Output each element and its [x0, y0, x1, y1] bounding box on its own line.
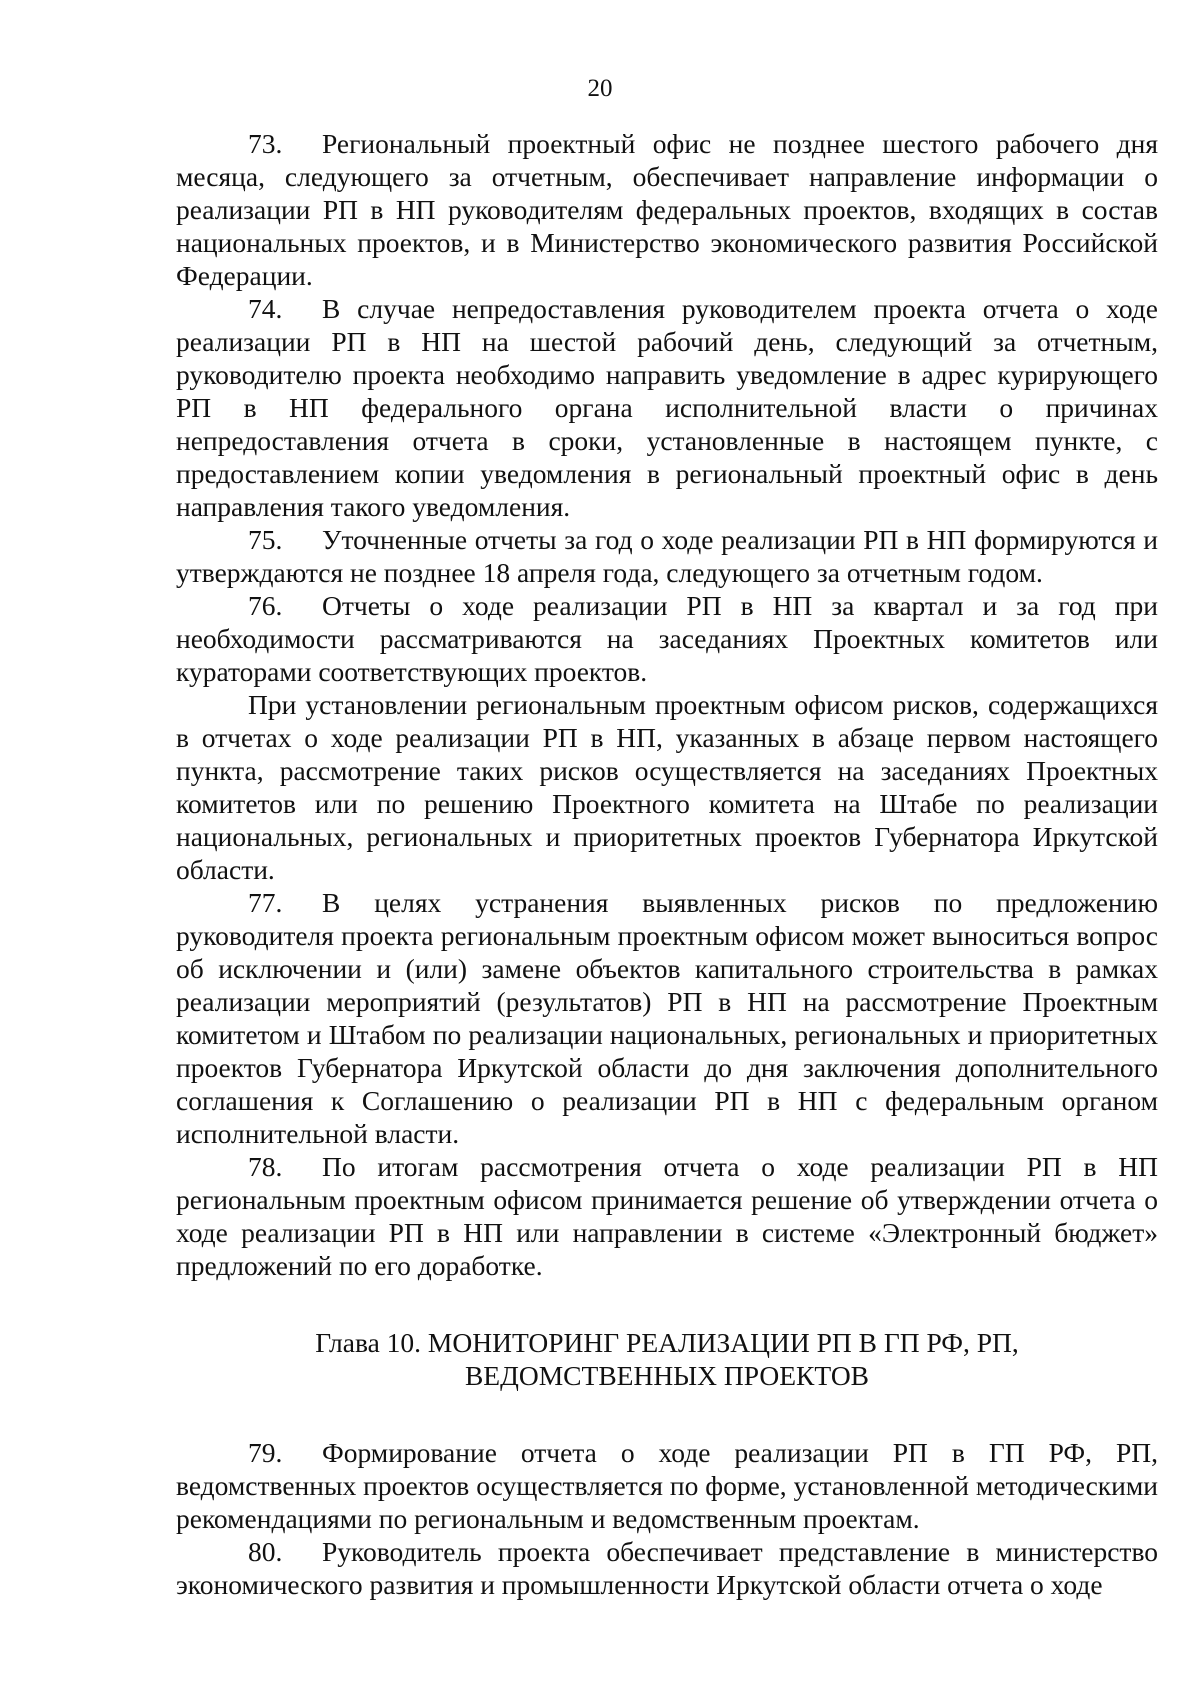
paragraph-text: Уточненные отчеты за год о ходе реализации РП в НП формируются и утверждаются не позднее 18 апреля года, следующего за отчетным годом. [176, 524, 1158, 588]
paragraph-number: 77. [248, 887, 283, 918]
paragraph-73 [176, 127, 1158, 292]
paragraph-77 [176, 886, 1158, 1150]
document-body [176, 127, 1158, 1601]
paragraph-74 [176, 292, 1158, 523]
paragraph-76-continued [176, 688, 1158, 886]
paragraph-text: Региональный проектный офис не позднее шестого рабочего дня месяца, следующего за отчетным, обеспечивает направление информации о реализации РП в НП руководителям федеральных проектов, входящих в состав национальных проектов, и в Министерство экономического развития Российской Федерации. [176, 128, 1158, 291]
paragraph-text: При установлении региональным проектным офисом рисков, содержащихся в отчетах о ходе реализации РП в НП, указанных в абзаце первом настоящего пункта, рассмотрение таких рисков осуществляется на заседаниях Проектных комитетов или по решению Проектного комитета на Штабе по реализации национальных, региональных и приоритетных проектов Губернатора Иркутской области. [176, 689, 1158, 885]
chapter-heading-line-1: Глава 10. МОНИТОРИНГ РЕАЛИЗАЦИИ РП В ГП РФ, РП, [315, 1327, 1019, 1358]
paragraph-79 [176, 1436, 1158, 1535]
paragraph-number: 79. [248, 1437, 283, 1468]
paragraph-number: 80. [248, 1536, 283, 1567]
paragraph-number: 75. [248, 524, 283, 555]
chapter-heading-line-2: ВЕДОМСТВЕННЫХ ПРОЕКТОВ [464, 1360, 870, 1391]
paragraph-text: В случае непредоставления руководителем проекта отчета о ходе реализации РП в НП на шестой рабочий день, следующий за отчетным, руководителю проекта необходимо направить уведомление в адрес курирующего РП в НП федерального органа исполнительной власти о причинах непредоставления отчета в сроки, установленные в настоящем пункте, с предоставлением копии уведомления в региональный проектный офис в день направления такого уведомления. [176, 293, 1158, 522]
paragraph-number: 78. [248, 1151, 283, 1182]
paragraph-78 [176, 1150, 1158, 1282]
paragraph-number: 73. [248, 128, 283, 159]
page-number: 20 [587, 75, 613, 102]
chapter-heading [176, 1326, 1158, 1392]
paragraph-80 [176, 1535, 1158, 1601]
paragraph-number: 76. [248, 590, 283, 621]
paragraph-text: Формирование отчета о ходе реализации РП в ГП РФ, РП, ведомственных проектов осуществляется по форме, установленной методическими рекомендациями по региональным и ведомственным проектам. [176, 1437, 1158, 1534]
paragraph-text: Руководитель проекта обеспечивает представление в министерство экономического развития и промышленности Иркутской области отчета о ходе [176, 1536, 1158, 1600]
paragraph-text: Отчеты о ходе реализации РП в НП за квартал и за год при необходимости рассматриваются на заседаниях Проектных комитетов или кураторами соответствующих проектов. [176, 590, 1158, 687]
paragraph-number: 74. [248, 293, 283, 324]
paragraph-text: В целях устранения выявленных рисков по предложению руководителя проекта региональным проектным офисом может выноситься вопрос об исключении и (или) замене объектов капитального строительства в рамках реализации мероприятий (результатов) РП в НП на рассмотрение Проектным комитетом и Штабом по реализации национальных, региональных и приоритетных проектов Губернатора Иркутской области до дня заключения дополнительного соглашения к Соглашению о реализации РП в НП с федеральным органом исполнительной власти. [176, 887, 1158, 1149]
paragraph-75 [176, 523, 1158, 589]
paragraph-76 [176, 589, 1158, 688]
paragraph-text: По итогам рассмотрения отчета о ходе реализации РП в НП региональным проектным офисом принимается решение об утверждении отчета о ходе реализации РП в НП или направлении в системе «Электронный бюджет» предложений по его доработке. [176, 1151, 1158, 1281]
